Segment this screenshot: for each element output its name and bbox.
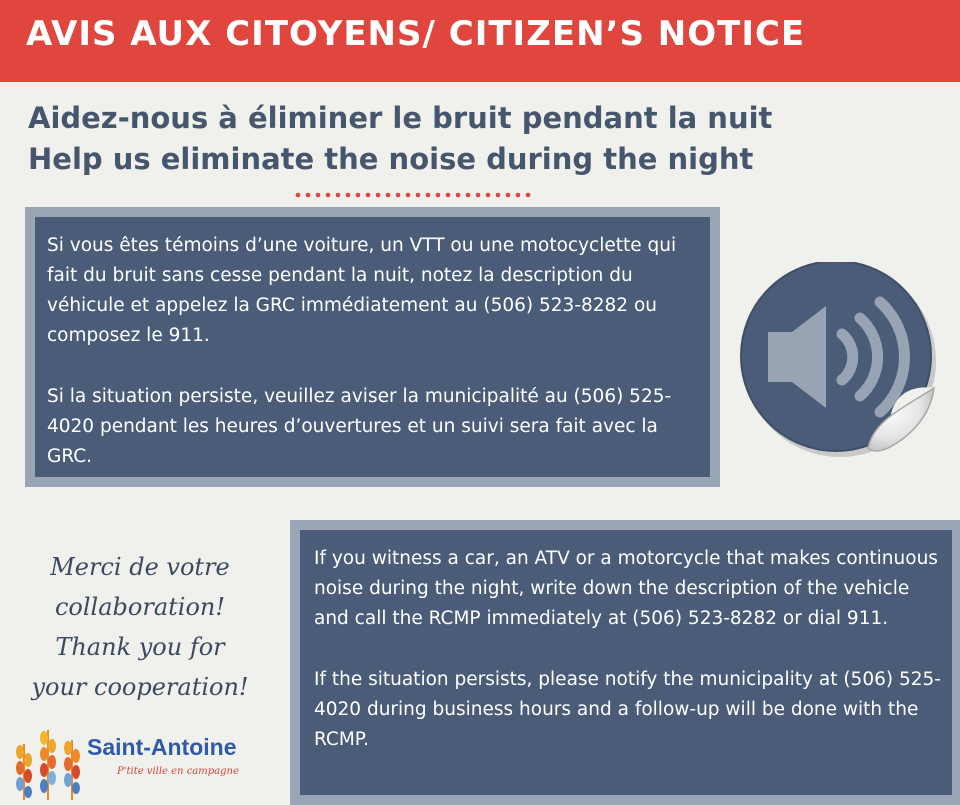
notice-fr-panel <box>25 207 720 487</box>
thanks-line-4: your cooperation! <box>31 673 249 701</box>
notice-fr-paragraph-2: Si la situation persiste, veuillez aviser la municipalité au (506) 525-4020 pendant les heures d’ouvertures et un suivi sera fait avec la GRC. <box>47 386 672 467</box>
headline-en: Help us eliminate the noise during the night <box>28 142 754 176</box>
thanks-line-1: Merci de votre <box>50 553 230 581</box>
notice-en-paragraph-2: If the situation persists, please notify the municipality at (506) 525-4020 during business hours and a follow-up will be done with the RCMP. <box>314 669 941 750</box>
banner-title: AVIS AUX CITOYENS/ CITIZEN’S NOTICE <box>26 14 806 54</box>
notice-en-paragraph-1: If you witness a car, an ATV or a motorcycle that makes continuous noise during the night, write down the description of the vehicle and call the RCMP immediately at (506) 523-8282 or dial 911. <box>314 548 938 629</box>
notice-en-panel <box>290 520 960 805</box>
logo-tagline: P'tite ville en campagne <box>117 766 239 777</box>
notice-en-body <box>300 530 952 795</box>
speaker-volume-icon <box>738 262 938 462</box>
headline-fr: Aidez-nous à éliminer le bruit pendant la nuit <box>28 101 773 135</box>
thanks-message <box>0 547 280 707</box>
notice-fr-paragraph-1: Si vous êtes témoins d’une voiture, un VTT ou une motocyclette qui fait du bruit sans cesse pendant la nuit, notez la description du véhicule et appelez la GRC immédiatement au (506) 523-8282 ou composez le 911. <box>47 235 677 346</box>
logo-name: Saint-Antoine <box>87 734 237 760</box>
notice-banner <box>0 0 960 82</box>
thanks-line-2: collaboration! <box>54 593 225 621</box>
notice-fr-body <box>35 217 710 477</box>
thanks-line-3: Thank you for <box>55 633 225 661</box>
dotted-divider <box>293 192 533 198</box>
headline <box>28 98 928 180</box>
